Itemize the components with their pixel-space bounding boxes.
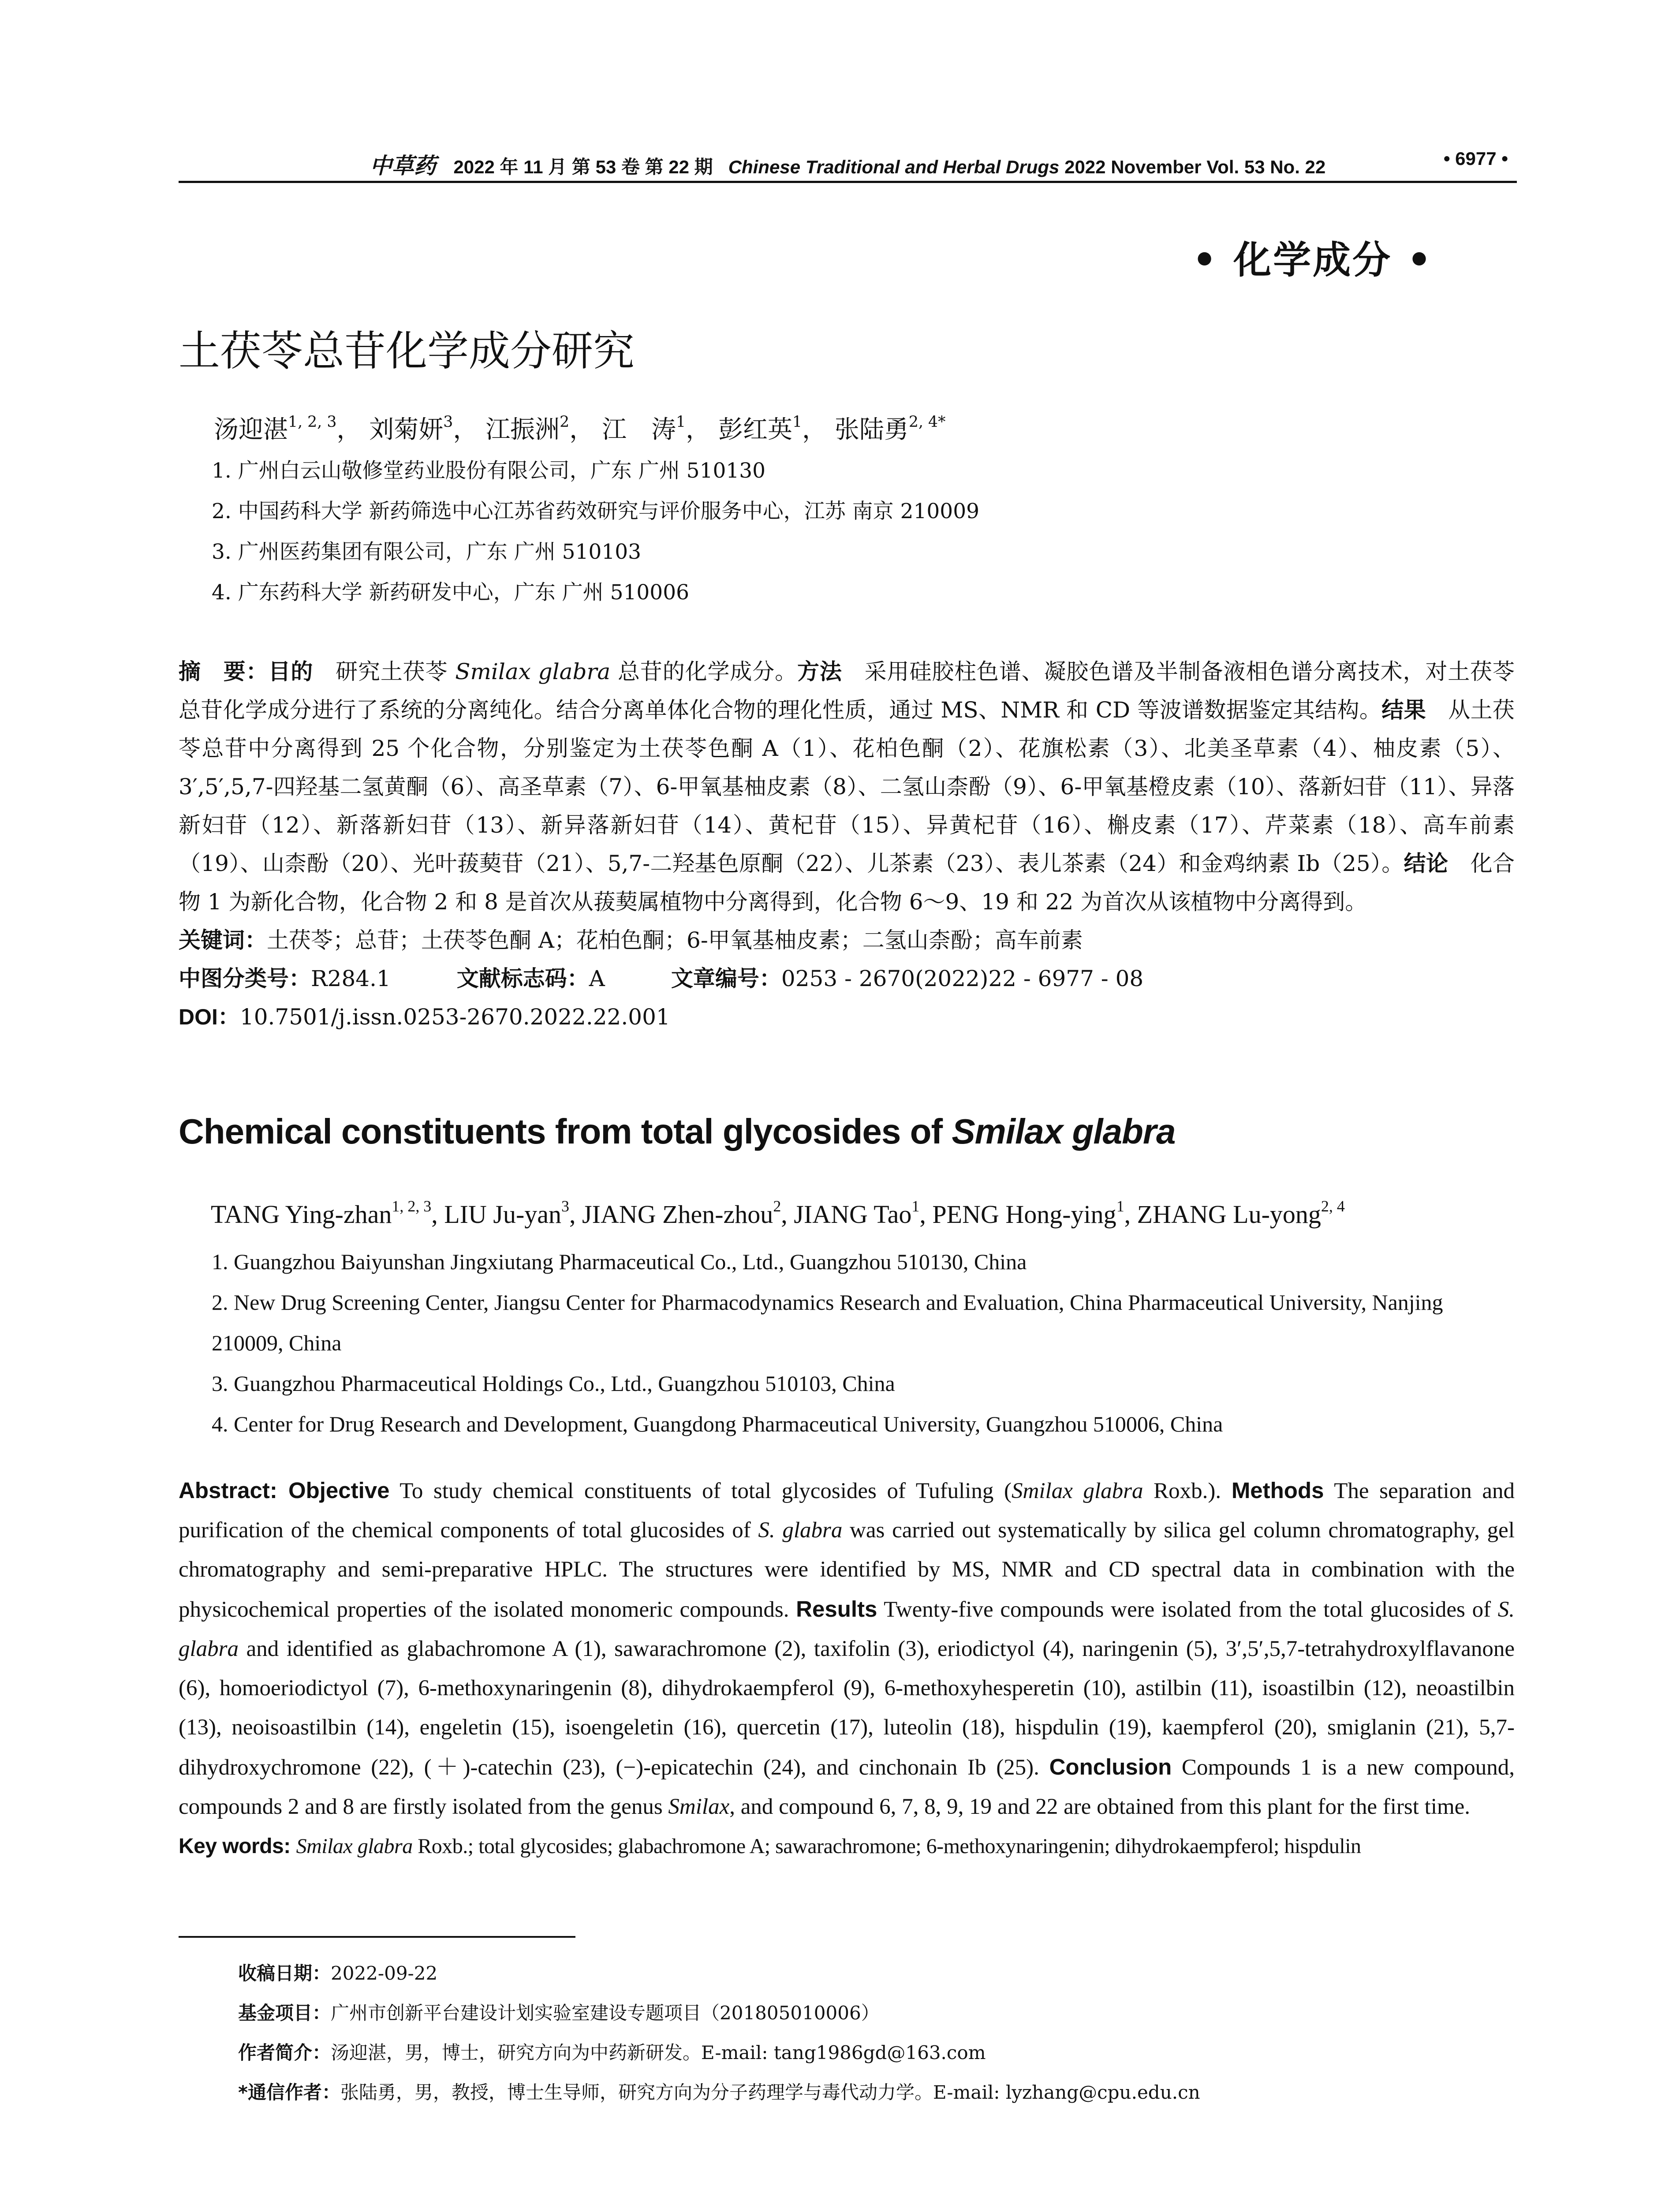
footnote-fund	[238, 1993, 1200, 2033]
author-name: JIANG Tao	[794, 1200, 912, 1229]
articleno-label: 文章编号：	[671, 966, 781, 991]
objective-label: Objective	[288, 1478, 390, 1503]
doccode-value: A	[589, 966, 605, 991]
results-label: 结果	[1381, 698, 1426, 722]
author-affil-sup: 1	[792, 413, 803, 431]
title-cn: 土茯苓总苷化学成分研究	[179, 327, 635, 375]
conclusion-text: 化合物 1 为新化合物，化合物 2 和 8 是首次从菝葜属植物中分离得到，化合物 6～9、19 和 22 为首次从该植物中分离得到。	[179, 851, 1515, 915]
title-en-main: Chemical constituents from total glycosides of	[179, 1112, 952, 1151]
conclusion-label: Conclusion	[1049, 1754, 1172, 1779]
affiliation: 2. 中国药科大学 新药筛选中心江苏省药效研究与评价服务中心，江苏 南京 210009	[212, 499, 980, 523]
affiliation: 4. Center for Drug Research and Development, Guangdong Pharmaceutical University, Guangzhou 510006, China	[212, 1412, 1223, 1436]
author-name: PENG Hong-ying	[932, 1200, 1116, 1229]
clc-label: 中图分类号：	[179, 966, 311, 991]
doi-line	[179, 998, 1515, 1036]
author-affil-sup: 1, 2, 3	[288, 413, 337, 431]
section-label: • 化学成分 •	[1192, 238, 1433, 282]
author-name: 江振洲	[485, 415, 560, 444]
issue-cn: 2022 年 11 月 第 53 卷 第 22 期	[453, 157, 713, 177]
keywords-cn	[179, 921, 1515, 960]
author-affil-sup: 1	[1116, 1197, 1124, 1215]
results-text: Twenty-five compounds were isolated from the total glucosides of	[877, 1597, 1498, 1622]
journal-name-en: Chinese Traditional and Herbal Drugs	[728, 157, 1060, 177]
author-name: LIU Ju-yan	[444, 1200, 562, 1229]
author-affil-sup: 2	[560, 413, 570, 431]
footnote-label: *通信作者：	[238, 2082, 340, 2103]
footnote-text: 2022-09-22	[331, 1962, 438, 1984]
author-affil-sup: 1, 2, 3	[392, 1197, 432, 1215]
affiliation: 4. 广东药科大学 新药研发中心，广东 广州 510006	[212, 580, 690, 605]
author-name: 张陆勇	[834, 415, 909, 444]
authors-cn: 汤迎湛$^{1, 2, 3}$， 刘菊妍$^3$， 江振洲$^2$， 江 涛$^1$， 彭红英$^1$， 张陆勇$^{2, 4*}$	[214, 413, 946, 444]
footnote-text: 汤迎湛，男，博士，研究方向为中药新研发。E-mail: tang1986gd@163.com	[331, 2042, 986, 2063]
objective-text-2: 总苷的化学成分。	[610, 659, 797, 684]
abstract-cn	[179, 653, 1515, 1036]
methods-text: The separation and purification of the chemical components of total glucosides of	[179, 1479, 1515, 1543]
species-name: Smilax glabra	[1012, 1479, 1143, 1503]
keywords-text: Roxb.; total glycosides; glabachromone A; sawarachromone; 6-methoxynaringenin; dihydrokaempferol; hispdulin	[412, 1835, 1361, 1858]
objective-text: To study chemical constituents of total glycosides of Tufuling (	[389, 1479, 1012, 1503]
doi-label: DOI：	[179, 1005, 240, 1029]
footnote-label: 作者简介：	[238, 2042, 331, 2063]
footnote-label: 收稿日期：	[238, 1962, 331, 1984]
author-affil-sup: 1	[676, 413, 686, 431]
methods-label: Methods	[1231, 1478, 1324, 1503]
doi-value: 10.7501/j.issn.0253-2670.2022.22.001	[239, 1004, 670, 1030]
author-affil-sup: 2, 4	[1321, 1197, 1345, 1215]
author-affil-sup: 3	[561, 1197, 570, 1215]
conclusion-text-2: , and compound 6, 7, 8, 9, 19 and 22 are obtained from this plant for the first time.	[729, 1794, 1471, 1819]
results-text: 从土茯苓总苷中分离得到 25 个化合物，分别鉴定为土茯苓色酮 A（1）、花柏色酮（2）、花旗松素（3）、北美圣草素（4）、柚皮素（5）、3′,5′,5,7-四羟基二氢黄酮（6）、高圣草素（7）、6-甲氧基柚皮素（8）、二氢山柰酚（9）、6-甲氧基橙皮素（10）、落新妇苷（11）、异落新妇苷（12）、新落新妇苷（13）、新异落新妇苷（14）、黄杞苷（15）、异黄杞苷（16）、槲皮素（17）、芹菜素（18）、高车前素（19）、山柰酚（20）、光叶菝葜苷（21）、5,7-二羟基色原酮（22）、儿茶素（23）、表儿茶素（24）和金鸡纳素 Ib（25）。	[179, 697, 1515, 876]
results-label: Results	[796, 1596, 877, 1622]
species-name: S. glabra	[758, 1518, 843, 1543]
footnote-corresponding	[238, 2073, 1200, 2112]
title-en	[179, 1111, 1176, 1152]
running-header	[179, 146, 1517, 183]
species-name: Smilax glabra	[296, 1835, 413, 1858]
author-affil-sup: 3	[443, 413, 453, 431]
footnote-received	[238, 1954, 1200, 1993]
results-text-2: and identified as glabachromone A (1), sawarachromone (2), taxifolin (3), eriodictyol (4), naringenin (5), 3′,5′,5,7-tetrahydroxylflavanone (6), homoeriodictyol (7), 6-methoxynaringenin (8), dihydrokaempferol (9), 6-methoxyhesperetin (10), astilbin (11), isoastilbin (12), neoastilbin (13), neoisoastilbin (14), engeletin (15), isoengeletin (16), quercetin (17), luteolin (18), hispdulin (19), kaempferol (20), smiglanin (21), 5,7-dihydroxychromone (22), (＋)-catechin (23), (−)-epicatechin (24), and cinchonain Ib (25).	[179, 1637, 1515, 1780]
keywords-en	[179, 1827, 1515, 1866]
affiliations-cn	[212, 451, 979, 613]
author-affil-sup: 2, 4*	[908, 413, 946, 431]
conclusion-label: 结论	[1404, 851, 1449, 876]
methods-text-2: was carried out systematically by silica gel column chromatography, gel chromatography and semi-preparative HPLC. The structures were identified by MS, NMR and CD spectral data in combination with the physicochemical properties of the isolated monomeric compounds.	[179, 1518, 1515, 1622]
footnote-text: 广州市创新平台建设计划实验室建设专题项目（201805010006）	[331, 2002, 880, 2024]
affiliations-en	[212, 1241, 1517, 1444]
classification-line	[179, 960, 1515, 998]
footnote-divider	[179, 1936, 575, 1938]
articleno-value: 0253 - 2670(2022)22 - 6977 - 08	[781, 966, 1144, 991]
keywords-label: Key words:	[179, 1835, 296, 1858]
author-affil-sup: 1	[911, 1197, 920, 1215]
author-affil-sup: 2	[773, 1197, 781, 1215]
issue-en: 2022 November Vol. 53 No. 22	[1064, 157, 1326, 177]
author-name: 刘菊妍	[369, 415, 444, 444]
objective-text-2: Roxb.).	[1143, 1479, 1232, 1503]
abstract-cn-body	[179, 653, 1515, 921]
authors-en: TANG Ying-zhan$^{1, 2, 3}$, LIU Ju-yan$^3$, JIANG Zhen-zhou$^2$, JIANG Tao$^1$, PENG Hong-ying$^1$, ZHANG Lu-yong$^{2, 4}$	[211, 1197, 1345, 1229]
author-name: 江 涛	[602, 415, 676, 444]
conclusion-text: Compounds 1 is a new compound, compounds 2 and 8 are firstly isolated from the genus	[179, 1755, 1515, 1819]
abstract-en-body	[179, 1471, 1515, 1827]
genus-name: Smilax	[668, 1794, 730, 1819]
abstract-label: Abstract:	[179, 1478, 288, 1503]
keywords-text: 土茯苓；总苷；土茯苓色酮 A；花柏色酮；6-甲氧基柚皮素；二氢山柰酚；高车前素	[267, 927, 1083, 953]
author-name: ZHANG Lu-yong	[1137, 1200, 1321, 1229]
affiliation: 1. Guangzhou Baiyunshan Jingxiutang Pharmaceutical Co., Ltd., Guangzhou 510130, China	[212, 1249, 1027, 1274]
title-en-species: Smilax glabra	[952, 1112, 1176, 1151]
keywords-label: 关键词：	[179, 928, 267, 953]
methods-text: 采用硅胶柱色谱、凝胶色谱及半制备液相色谱分离技术，对土茯苓总苷化学成分进行了系统的分离纯化。结合分离单体化合物的理化性质，通过 MS、NMR 和 CD 等波谱数据鉴定其结构。	[179, 659, 1515, 723]
methods-label: 方法	[797, 659, 842, 684]
footnote-text: 张陆勇，男，教授，博士生导师，研究方向为分子药理学与毒代动力学。E-mail: lyzhang@cpu.edu.cn	[340, 2082, 1200, 2103]
affiliation: 3. Guangzhou Pharmaceutical Holdings Co., Ltd., Guangzhou 510103, China	[212, 1371, 895, 1396]
author-name: 彭红英	[718, 415, 792, 444]
objective-label: 目的	[268, 659, 314, 684]
affiliation: 3. 广州医药集团有限公司，广东 广州 510103	[212, 540, 642, 564]
abstract-label: 摘 要：	[179, 659, 269, 684]
objective-text: 研究土茯苓	[313, 659, 455, 684]
footnotes	[238, 1954, 1200, 2112]
affiliation: 1. 广州白云山敬修堂药业股份有限公司，广东 广州 510130	[212, 459, 766, 483]
author-name: TANG Ying-zhan	[211, 1200, 392, 1229]
clc-value: R284.1	[311, 966, 391, 991]
species-name: Smilax glabra	[455, 659, 611, 684]
page-number: • 6977 •	[1443, 148, 1508, 169]
author-name: 汤迎湛	[214, 415, 288, 444]
journal-name-cn: 中草药	[370, 153, 436, 179]
footnote-author-bio	[238, 2033, 1200, 2073]
footnote-label: 基金项目：	[238, 2002, 331, 2024]
species-name: S. glabra	[179, 1597, 1515, 1661]
doccode-label: 文献标志码：	[456, 966, 589, 991]
abstract-en	[179, 1471, 1515, 1866]
author-name: JIANG Zhen-zhou	[582, 1200, 773, 1229]
affiliation: 2. New Drug Screening Center, Jiangsu Center for Pharmacodynamics Research and Evaluation, China Pharmaceutical University, Nanjing 210009, China	[212, 1290, 1443, 1355]
